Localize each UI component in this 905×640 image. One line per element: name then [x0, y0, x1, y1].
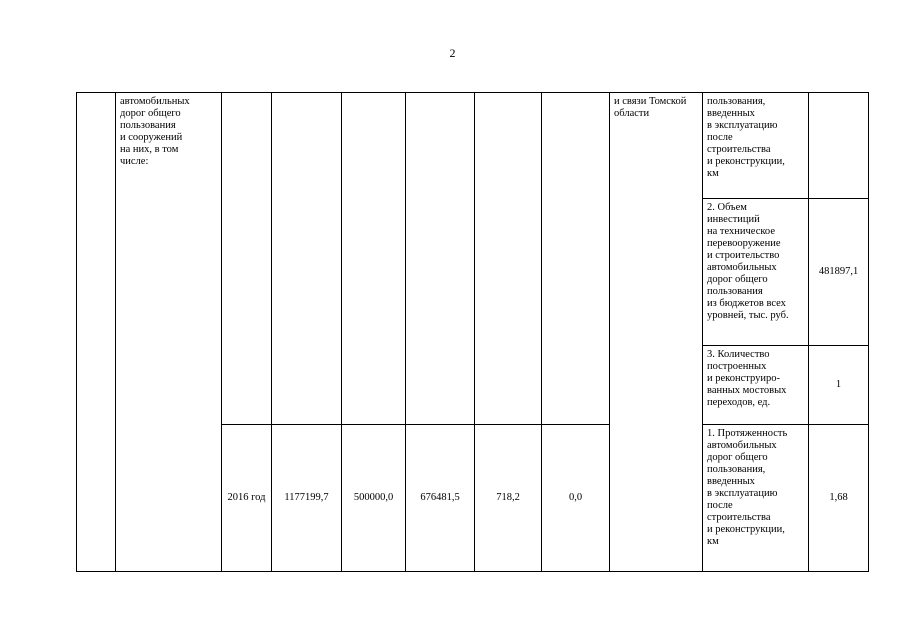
responsible-cell: и связи Томской области	[610, 93, 703, 572]
indicator-text: 3. Количество построенных и реконструиро- ванных мостовых переходов, ед.	[703, 346, 809, 425]
table-row	[77, 93, 869, 199]
funding-cell-empty	[475, 93, 542, 425]
indicator-value: 1,68	[809, 425, 869, 572]
page-number: 2	[449, 46, 456, 60]
indicator-value	[809, 93, 869, 199]
funding-cell: 500000,0	[342, 425, 406, 572]
funding-cell: 0,0	[542, 425, 610, 572]
year-cell-empty	[222, 93, 272, 425]
indicator-text: 1. Протяженность автомобильных дорог общего пользования, введенных в эксплуатацию после строительства и реконструкции, км	[703, 425, 809, 572]
total-cell-empty	[272, 93, 342, 425]
funding-cell: 718,2	[475, 425, 542, 572]
program-table	[76, 92, 869, 572]
description-cell: автомобильных дорог общего пользования и сооружений на них, в том числе:	[116, 93, 222, 572]
funding-cell: 676481,5	[406, 425, 475, 572]
indicator-value: 481897,1	[809, 199, 869, 346]
total-cell: 1177199,7	[272, 425, 342, 572]
index-cell	[77, 93, 116, 572]
indicator-value: 1	[809, 346, 869, 425]
funding-cell-empty	[342, 93, 406, 425]
funding-cell-empty	[406, 93, 475, 425]
year-cell: 2016 год	[222, 425, 272, 572]
funding-cell-empty	[542, 93, 610, 425]
indicator-text: пользования, введенных в эксплуатацию после строительства и реконструкции, км	[703, 93, 809, 199]
indicator-text: 2. Объем инвестиций на техническое перевооружение и строительство автомобильных дорог общего пользования из бюджетов всех уровней, тыс. руб.	[703, 199, 809, 346]
